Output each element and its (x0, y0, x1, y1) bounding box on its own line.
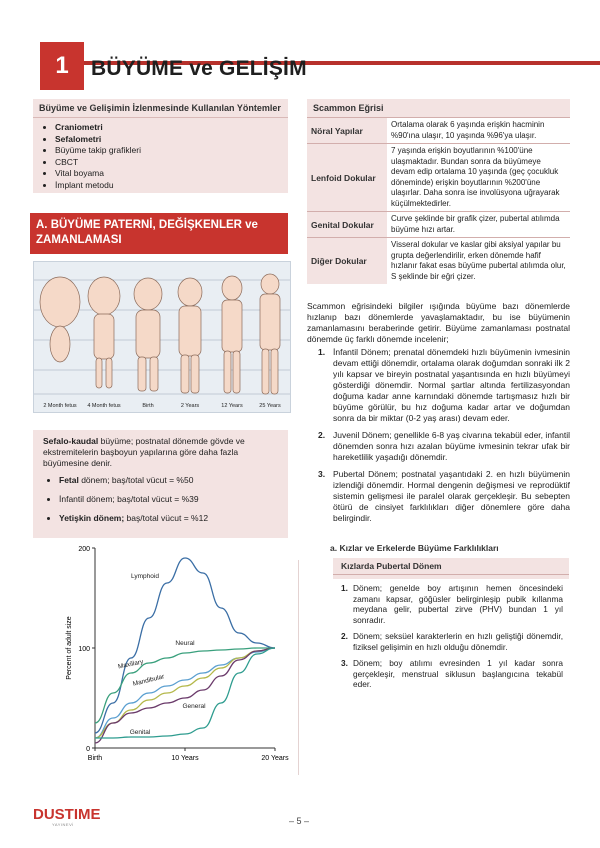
sefalo-list (43, 475, 278, 524)
period-item (318, 430, 570, 463)
fig-label-2y: 2 Years (180, 403, 200, 409)
period-text: Pubertal Dönem; postnatal yaşantıdaki 2. en hızlı büyümenin izlendiği dönemdir. Hormal dengenin değişmesi ve reprodüktif sistemin gelişmesi ile paralel olarak gerçekleşir. Bu sebepten ötürü de cinsiyet farklılıkları diğer dönemlere göre daha belirgindir. (333, 469, 570, 523)
x-tick-label: Birth (87, 755, 103, 762)
kp-text: Dönem; seksüel karakterlerin en hızlı geliştiği dönemdir, fiziksel gelişimin en hızlı olduğu dönemdir. (353, 631, 563, 652)
sefalo-desc: büyüme; postnatal dönemde gövde ve ekstremitelerin başboyun yapılarına göre daha fazla büyümesine denir. (43, 436, 245, 468)
scammon-value: 7 yaşında erişkin boyutlarının %100'üne ulaşmaktadır. Bundan sonra da büyümeye devam edip ortalama 10 yaşında (geç çocukluk döneminde) erişkin boyutlarının %200'üne ulaşırlar. Daha sonra ise involüsyona uğrayarak küçülmektedirler. (387, 144, 570, 212)
scammon-chart (55, 540, 290, 770)
series-label-maxillary: Maxillary (117, 658, 144, 671)
period-number: 1. (318, 347, 326, 357)
chart-divider (298, 560, 299, 775)
sefalo-text (43, 436, 278, 469)
y-tick-label: 100 (78, 646, 90, 653)
methods-box (33, 99, 288, 193)
methods-item: • Vital boyama (55, 168, 288, 180)
scammon-key: Nöral Yapılar (307, 118, 387, 144)
fig-label-12y: 12 Years (221, 403, 243, 409)
kp-title: Kızlarda Pubertal Dönem (333, 558, 569, 575)
scammon-title: Scammon Eğrisi (313, 103, 384, 113)
sefalo-item-text: dönem; baş/total vücut = %50 (78, 475, 194, 485)
scammon-value: Ortalama olarak 6 yaşında erişkin hacminin %90'ına ulaşır, 10 yaşında %96'ya ulaşır. (387, 118, 570, 144)
kp-text: Dönem; geneIde boy artışının hemen öncesindeki zamanı kapsar, göğüsler belirginleşip pubik kıllanma meydana gelir, pubertal zirve (PHV) bundan 1 yıl sonradır. (353, 583, 563, 625)
fig-label-4m: 4 Month fetus (87, 403, 121, 409)
kp-item (341, 658, 563, 690)
proportion-figure (33, 261, 291, 413)
publisher-logo-sub: YAYINEVİ (52, 822, 74, 827)
scammon-key: Diğer Dokular (307, 238, 387, 285)
sefalo-lead: Sefalo-kaudal (43, 436, 99, 446)
kp-text: Dönem; boy atılımı evresinden 1 yıl kadar sonra gerçekleşir, menstrual siklusun başlangıcına tekabül eder. (353, 658, 563, 689)
chapter-title: BÜYÜME ve GELİŞİM (91, 57, 307, 80)
kp-number: 2. (341, 631, 348, 641)
period-text: Juvenil Dönem; genellikle 6-8 yaş civarına tekabül eder, infantil dönemden sonra hızı azalan büyüme ivmesinin tekrar ufak bir hareketlilik yaşadığı dönemdir. (333, 430, 570, 462)
y-tick-label: 0 (86, 746, 90, 753)
series-label-general: General (182, 703, 206, 710)
series-line-maxillary (95, 648, 275, 738)
methods-item: • CBCT (55, 157, 288, 169)
sefalo-item (59, 494, 278, 505)
sefalo-item (59, 513, 278, 524)
period-number: 2. (318, 430, 326, 440)
methods-item: • İmplant metodu (55, 180, 288, 192)
methods-item: • Craniometri (55, 122, 288, 134)
series-line-genital (95, 648, 275, 738)
series-label-neural: Neural (175, 640, 195, 647)
intro-paragraph: Scammon eğrisindeki bilgiler ışığında büyüme bazı dönemlerde hızlanıp bazı dönemlerde yavaşlamaktadır, bu ise büyümenin zamanlamasını beraberinde getirir. Büyüme zamanlaması postnatal dönemde üç farklı dönemde incelenir; (307, 301, 570, 344)
x-tick-label: 10 Years (171, 755, 199, 762)
methods-item: • Büyüme takip grafikleri (55, 145, 288, 157)
methods-list (33, 122, 288, 191)
scammon-row (307, 238, 570, 285)
scammon-row (307, 118, 570, 144)
period-number: 3. (318, 469, 326, 479)
kp-number: 1. (341, 583, 348, 593)
fig-label-25y: 25 Years (259, 403, 281, 409)
chapter-number: 1 (40, 42, 84, 90)
methods-item: • Sefalometri (55, 134, 288, 146)
series-label-mandibular: Mandibular (132, 673, 166, 688)
fig-label-2m: 2 Month fetus (43, 403, 77, 409)
period-item (318, 347, 570, 424)
x-tick-label: 20 Years (261, 755, 289, 762)
series-label-lymphoid: Lymphoid (131, 573, 159, 580)
scammon-box (307, 99, 570, 282)
y-tick-label: 200 (78, 546, 90, 553)
period-item (318, 469, 570, 524)
sefalo-item-bold: Fetal (59, 475, 79, 485)
kp-list (333, 579, 569, 690)
period-text: İnfantil Dönem; prenatal dönemdeki hızlı büyümenin ivmesinin devam ettiği dönemdir, ortalama olarak doğumdan sonraki ilk 2 yılı kapsar ve bireyin postnatal yaşantısında en hızlı büyümeyi gösterdiği dönemdir. Normal şartlar altında fertilizasyondan doğuma kadar anne karnındaki dönemde tartışmasız hızlı bir büyüme görülür, bu hız doğuma kadar artar ve doğumdan sonra da bir miktar (0-2 yaş arası) devam eder. (333, 347, 570, 423)
sefalo-item (59, 475, 278, 486)
kp-item (341, 583, 563, 625)
section-a-title: A. BÜYÜME PATERNİ, DEĞİŞKENLER ve ZAMANLAMASI (30, 213, 288, 254)
kp-number: 3. (341, 658, 348, 668)
kp-item (341, 631, 563, 652)
y-axis-label: Percent of adult size (66, 616, 73, 680)
scammon-row (307, 212, 570, 238)
publisher-logo: DUSTIME (33, 806, 101, 823)
methods-title: Büyüme ve Gelişimin İzlenmesinde Kullanılan Yöntemler (33, 99, 288, 118)
scammon-value: Visseral dokular ve kaslar gibi aksiyal yapılar bu grupta değerlendirilir, erken dönemde hafif hızlanır fakat esas büyüme pubertal atılımda olur, S şeklinde bir eğri çizer. (387, 238, 570, 285)
proportion-illustration (34, 262, 290, 412)
sefalo-item-text: İnfantil dönem; baş/total vücut = %39 (59, 494, 199, 504)
scammon-key: Genital Dokular (307, 212, 387, 238)
series-line-mandibular (95, 648, 275, 738)
sefalo-box (33, 430, 288, 538)
periods-list (318, 347, 570, 524)
fig-label-birth: Birth (142, 403, 154, 409)
subsection-title: a. Kızlar ve Erkelerde Büyüme Farklılıkları (330, 543, 499, 553)
periods-block (318, 347, 570, 530)
kp-box (333, 558, 569, 690)
series-label-genital: Genital (129, 729, 151, 736)
sefalo-item-text: baş/total vücut = %12 (124, 513, 209, 523)
page-number: – 5 – (289, 816, 310, 826)
scammon-value: Curve şeklinde bir grafik çizer, pubertal atılımda büyüme hızı artar. (387, 212, 570, 238)
scammon-table (307, 117, 570, 284)
scammon-key: Lenfoid Dokular (307, 144, 387, 212)
scammon-row (307, 144, 570, 212)
sefalo-item-bold: Yetişkin dönem; (59, 513, 125, 523)
